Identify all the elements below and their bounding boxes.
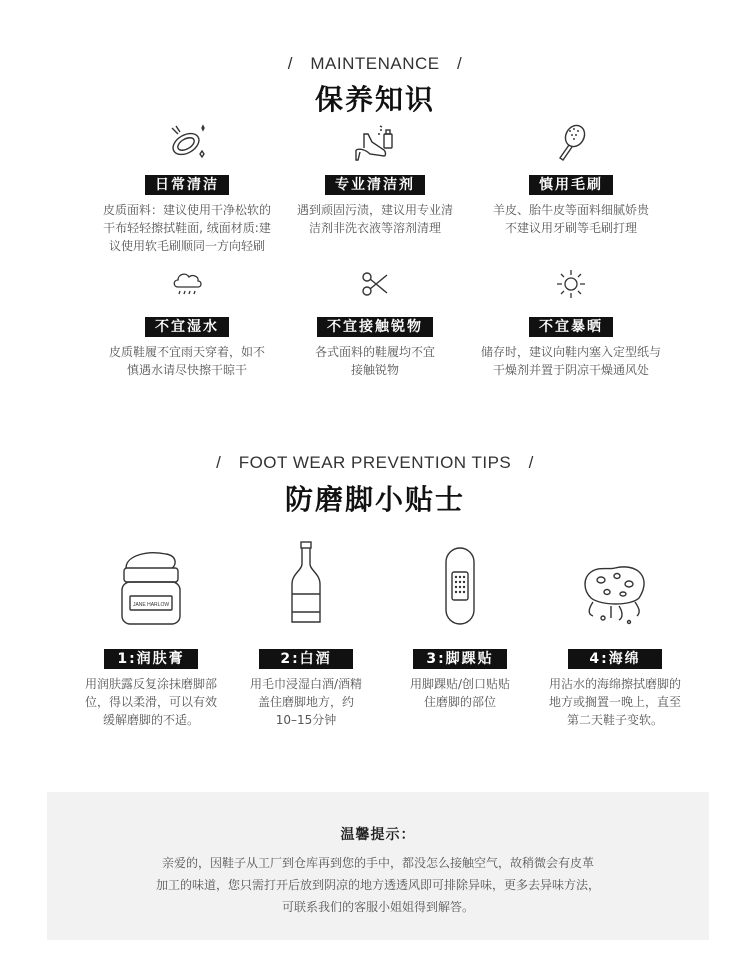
tip-label: 3:脚踝贴 (413, 649, 507, 669)
tip-label: 专业清洁剂 (325, 175, 425, 195)
tip-label: 1:润肤膏 (104, 649, 198, 669)
tip-label: 日常清洁 (145, 175, 229, 195)
tip-description: 羊皮、胎牛皮等面料细腻娇贵 不建议用牙刷等毛刷打理 (492, 203, 649, 235)
warm-reminder-box (47, 792, 709, 940)
maintenance-heading-en: / MAINTENANCE / (287, 54, 463, 73)
brush-icon (466, 118, 676, 168)
tip-label: 不宜暴晒 (529, 317, 613, 337)
liquor-bottle-icon (226, 528, 386, 628)
tip-label: 2:白酒 (259, 649, 353, 669)
tip-professional-cleaner (270, 118, 480, 237)
tip-avoid-sun (466, 264, 676, 379)
maintenance-heading-zh: 保养知识 (314, 83, 435, 116)
foot-tip-sponge (535, 528, 695, 729)
sponge-icon (535, 528, 695, 628)
tip-description: 遇到顽固污渍，建议用专业清 洁剂非洗衣液等溶剂清理 (296, 203, 453, 235)
tip-daily-cleaning (82, 118, 292, 255)
tip-label: 慎用毛刷 (529, 175, 613, 195)
prevention-heading-zh: 防磨脚小贴士 (284, 483, 465, 516)
foot-tip-cream (71, 528, 231, 729)
tip-label: 不宜湿水 (145, 317, 229, 337)
cleaning-ring-icon (82, 118, 292, 168)
bandage-icon (380, 528, 540, 628)
tip-description: 用脚踝贴/创口贴贴 住磨脚的部位 (409, 677, 511, 709)
note-line: 加工的味道，您只需打开后放到阴凉的地方透透风即可排除异味，更多去异味方法， (155, 878, 600, 892)
tip-label: 不宜接触锐物 (317, 317, 433, 337)
tip-description: 用沾水的海绵擦拭磨脚的 地方或搁置一晚上，直至 第二天鞋子变软。 (548, 677, 681, 727)
note-title: 温馨提示： (340, 827, 416, 843)
tip-description: 用毛巾浸湿白酒/酒精 盖住磨脚地方，约 10–15分钟 (249, 677, 363, 727)
tip-description: 各式面料的鞋履均不宜 接触锐物 (314, 345, 435, 377)
tip-avoid-sharp (270, 264, 480, 379)
cream-jar-icon (71, 528, 231, 628)
note-line: 亲爱的，因鞋子从工厂到仓库再到您的手中，都没怎么接触空气，故稍微会有皮革 (161, 856, 594, 870)
sun-icon (466, 264, 676, 304)
note-line: 可联系我们的客服小姐姐得到解答。 (281, 900, 474, 914)
tip-description: 储存时，建议向鞋内塞入定型纸与 干燥剂并置于阴凉干燥通风处 (480, 345, 661, 377)
scissors-icon (270, 264, 480, 304)
rain-cloud-icon (82, 264, 292, 304)
foot-tip-liquor (226, 528, 386, 729)
shoe-spray-icon (270, 118, 480, 168)
tip-label: 4:海绵 (568, 649, 662, 669)
tip-careful-brush (466, 118, 676, 237)
tip-description: 用润肤露反复涂抹磨脚部 位，得以柔滑，可以有效 缓解磨脚的不适。 (84, 677, 217, 727)
tip-avoid-water (82, 264, 292, 379)
prevention-heading-en: / FOOT WEAR PREVENTION TIPS / (216, 453, 534, 472)
tip-description: 皮质鞋履不宜雨天穿着，如不 慎遇水请尽快擦干晾干 (108, 345, 265, 377)
jar-label-text: JANE HARLOW (132, 602, 170, 608)
tip-description: 皮质面料：建议使用干净松软的 干布轻轻擦拭鞋面, 绒面材质:建 议使用软毛刷顺同一方向轻刷 (102, 203, 271, 253)
foot-tip-bandage (380, 528, 540, 711)
